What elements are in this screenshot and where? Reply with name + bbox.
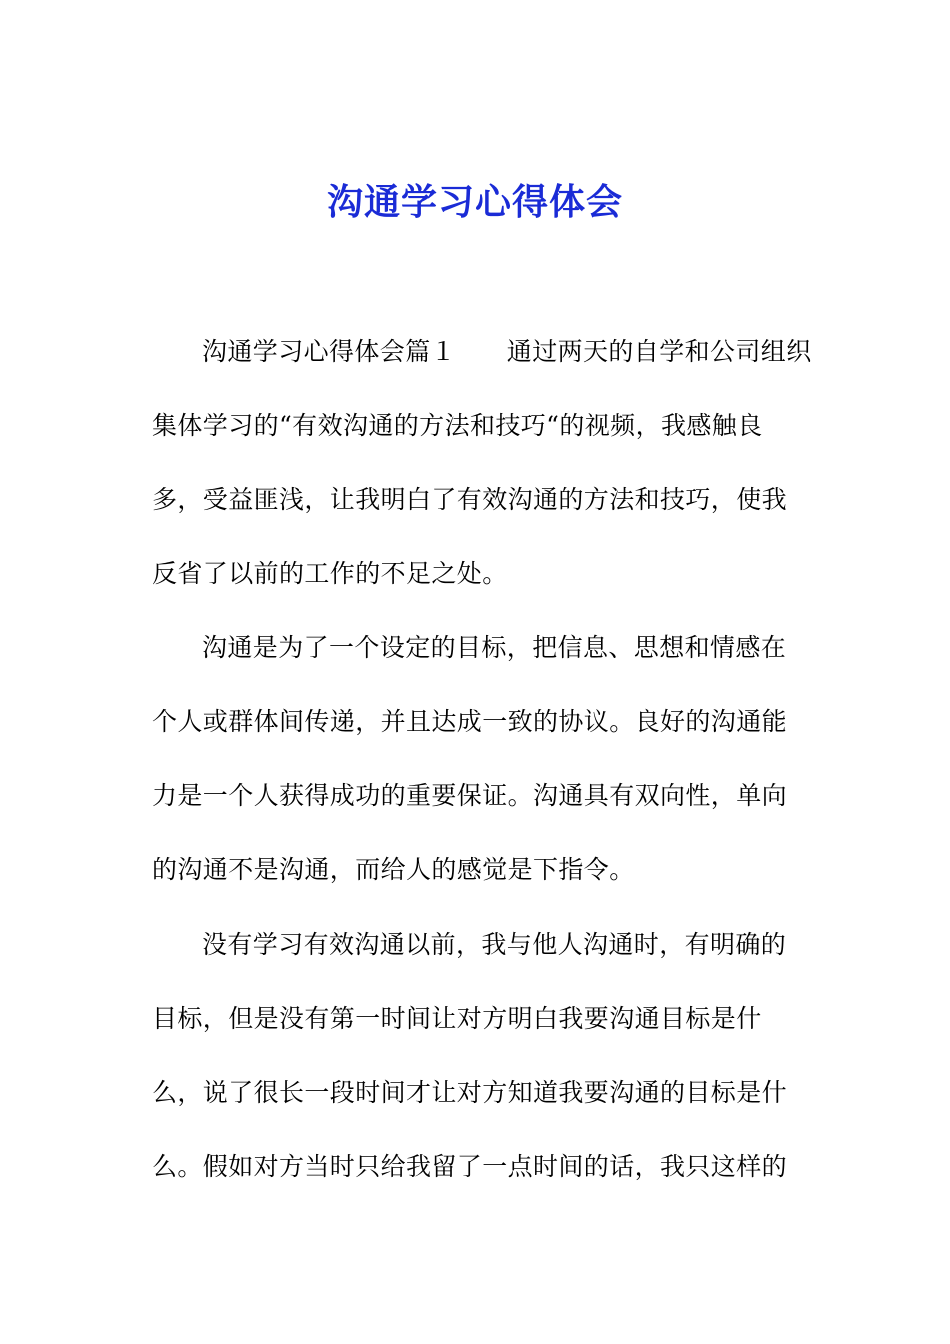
document-title: 沟通学习心得体会 <box>326 181 623 223</box>
paragraph-line: 力是一个人获得成功的重要保证。沟通具有双向性，单向 <box>152 781 788 810</box>
paragraph-line: 么，说了很长一段时间才让对方知道我要沟通的目标是什 <box>152 1078 788 1107</box>
paragraph-line: 反省了以前的工作的不足之处。 <box>152 559 508 588</box>
paragraph-line: 沟通学习心得体会篇１ 通过两天的自学和公司组织 <box>202 337 812 366</box>
paragraph-line: 的沟通不是沟通，而给人的感觉是下指令。 <box>152 855 635 884</box>
paragraph-line: 目标，但是没有第一时间让对方明白我要沟通目标是什 <box>152 1004 762 1033</box>
paragraph-line: 没有学习有效沟通以前，我与他人沟通时，有明确的 <box>202 930 787 959</box>
paragraph-line: 沟通是为了一个设定的目标，把信息、思想和情感在 <box>202 633 787 662</box>
paragraph-line: 个人或群体间传递，并且达成一致的协议。良好的沟通能 <box>152 707 788 736</box>
paragraph-line: 集体学习的“有效沟通的方法和技巧“的视频，我感触良 <box>152 411 763 440</box>
paragraph-line: 么。假如对方当时只给我留了一点时间的话，我只这样的 <box>152 1152 788 1181</box>
paragraph-line: 多，受益匪浅，让我明白了有效沟通的方法和技巧，使我 <box>152 485 788 514</box>
